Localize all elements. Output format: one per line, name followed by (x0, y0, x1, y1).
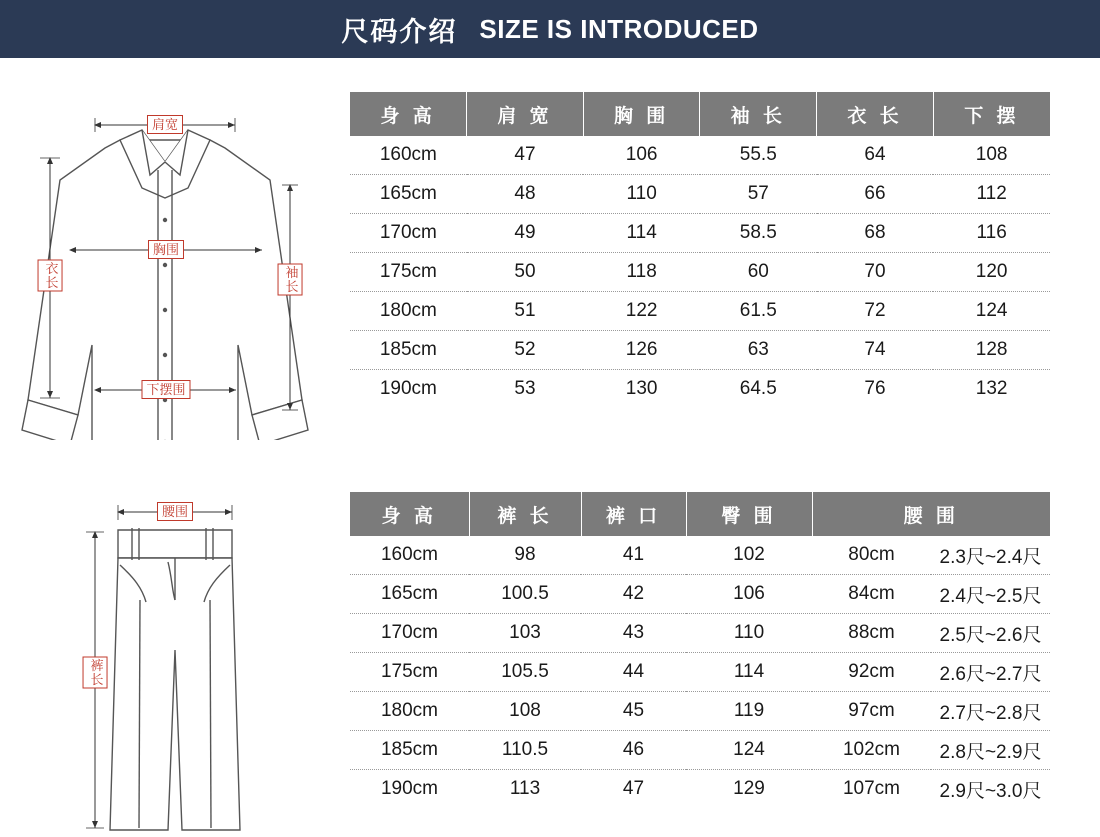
shirt-size-table (350, 92, 1050, 408)
cell: 2.8尺~2.9尺 (931, 731, 1050, 770)
table-row (350, 614, 1050, 653)
column-header-hip: 臀 围 (686, 492, 812, 536)
column-header-pant-length: 裤 长 (469, 492, 581, 536)
cell: 175cm (350, 253, 467, 292)
cell: 119 (686, 692, 812, 731)
waist-label: 腰围 (157, 502, 193, 521)
cell: 107cm (842, 778, 901, 799)
cell: 124 (933, 292, 1050, 331)
cell: 160cm (350, 536, 469, 575)
cell: 64 (817, 136, 934, 175)
table-row (350, 575, 1050, 614)
waist-label-wrap (157, 503, 193, 521)
cell: 124 (686, 731, 812, 770)
cell: 2.9尺~3.0尺 (939, 780, 1042, 802)
shoulder-width-label-wrap (147, 116, 183, 134)
column-header-chest: 胸 围 (583, 92, 700, 136)
chest-label-wrap (148, 241, 184, 259)
cell: 46 (581, 731, 686, 770)
page-title-en: SIZE IS INTRODUCED (479, 13, 759, 44)
cell: 49 (467, 214, 584, 253)
column-header-height: 身 高 (350, 92, 467, 136)
cell: 165cm (350, 175, 467, 214)
cell: 48 (467, 175, 584, 214)
cell: 61.5 (700, 292, 817, 331)
table-row (350, 731, 1050, 770)
cell: 58.5 (700, 214, 817, 253)
cell: 180cm (350, 292, 467, 331)
table-row (350, 253, 1050, 292)
chest-label: 胸围 (148, 240, 184, 259)
cell: 60 (700, 253, 817, 292)
cell: 43 (581, 614, 686, 653)
cell: 129 (733, 778, 765, 799)
cell: 160cm (350, 136, 467, 175)
cell: 113 (509, 778, 541, 799)
pant-length-label-wrap (83, 657, 108, 694)
cell: 66 (817, 175, 934, 214)
cell: 70 (817, 253, 934, 292)
sleeve-length-label-wrap (278, 264, 303, 301)
cell: 110 (686, 614, 812, 653)
column-header-height: 身 高 (350, 492, 469, 536)
shoulder-width-label: 肩宽 (147, 115, 183, 134)
cell: 108 (933, 136, 1050, 175)
page-header (0, 0, 1100, 58)
cell: 92cm (812, 653, 931, 692)
cell: 88cm (812, 614, 931, 653)
column-header-pant-opening: 裤 口 (581, 492, 686, 536)
column-header-sleeve: 袖 长 (700, 92, 817, 136)
cell: 185cm (350, 731, 469, 770)
cell: 72 (817, 292, 934, 331)
cell: 102 (686, 536, 812, 575)
cell: 97cm (812, 692, 931, 731)
cell: 63 (700, 331, 817, 370)
cell: 132 (975, 378, 1008, 399)
cell: 47 (467, 136, 584, 175)
cell: 190cm (379, 378, 437, 399)
cell: 190cm (380, 778, 439, 799)
hem-label: 下摆围 (141, 380, 190, 399)
table-row (350, 136, 1050, 175)
cell: 110.5 (469, 731, 581, 770)
cell: 120 (933, 253, 1050, 292)
cell: 74 (817, 331, 934, 370)
table-row (350, 692, 1050, 731)
cell: 47 (622, 778, 645, 799)
cell: 2.5尺~2.6尺 (931, 614, 1050, 653)
cell: 2.6尺~2.7尺 (931, 653, 1050, 692)
table-row (350, 292, 1050, 331)
table-row (350, 331, 1050, 370)
cell: 2.3尺~2.4尺 (931, 536, 1050, 575)
cell: 44 (581, 653, 686, 692)
column-header-waist: 腰 围 (812, 492, 1050, 536)
pant-length-label: 裤长 (83, 657, 108, 689)
trousers-size-table (350, 492, 1050, 808)
table-row (350, 214, 1050, 253)
cell: 98 (469, 536, 581, 575)
cell: 80cm (812, 536, 931, 575)
cell: 84cm (812, 575, 931, 614)
column-header-length: 衣 长 (817, 92, 934, 136)
cell: 106 (583, 136, 700, 175)
page-title-cn: 尺码介绍 (341, 16, 458, 47)
table-row (350, 770, 1050, 809)
trousers-diagram (0, 470, 350, 837)
cell: 53 (514, 378, 536, 399)
cell: 185cm (350, 331, 467, 370)
shirt-table-area (350, 70, 1090, 440)
cell: 102cm (812, 731, 931, 770)
cell: 170cm (350, 614, 469, 653)
cell: 45 (581, 692, 686, 731)
cell: 130 (625, 378, 658, 399)
table-row (350, 175, 1050, 214)
table-header-row (350, 92, 1050, 136)
cell: 64.5 (739, 378, 777, 399)
table-header-row (350, 492, 1050, 536)
hem-label-wrap (141, 381, 190, 399)
cell: 55.5 (700, 136, 817, 175)
cell: 114 (686, 653, 812, 692)
cell: 100.5 (469, 575, 581, 614)
cell: 50 (467, 253, 584, 292)
column-header-shoulder: 肩 宽 (467, 92, 584, 136)
cell: 128 (933, 331, 1050, 370)
garment-length-label-wrap (38, 260, 63, 297)
cell: 68 (817, 214, 934, 253)
cell: 165cm (350, 575, 469, 614)
cell: 112 (933, 175, 1050, 214)
garment-length-label: 衣长 (38, 260, 63, 292)
cell: 122 (583, 292, 700, 331)
cell: 2.4尺~2.5尺 (931, 575, 1050, 614)
cell: 41 (581, 536, 686, 575)
cell: 106 (686, 575, 812, 614)
cell: 170cm (350, 214, 467, 253)
cell: 2.7尺~2.8尺 (931, 692, 1050, 731)
cell: 118 (583, 253, 700, 292)
cell: 108 (469, 692, 581, 731)
cell: 42 (581, 575, 686, 614)
sleeve-length-label: 袖长 (278, 264, 303, 296)
table-row (350, 653, 1050, 692)
cell: 105.5 (469, 653, 581, 692)
cell: 126 (583, 331, 700, 370)
table-row (350, 536, 1050, 575)
cell: 114 (583, 214, 700, 253)
trousers-table-area (350, 470, 1090, 837)
cell: 57 (700, 175, 817, 214)
cell: 116 (933, 214, 1050, 253)
shirt-section (0, 70, 1100, 440)
cell: 51 (467, 292, 584, 331)
column-header-hem: 下 摆 (933, 92, 1050, 136)
cell: 175cm (350, 653, 469, 692)
cell: 103 (469, 614, 581, 653)
cell: 76 (864, 378, 886, 399)
trousers-section (0, 470, 1100, 837)
cell: 52 (467, 331, 584, 370)
trousers-figure-area (0, 470, 350, 837)
table-row (350, 370, 1050, 409)
cell: 110 (583, 175, 700, 214)
shirt-figure-area (0, 70, 350, 440)
cell: 180cm (350, 692, 469, 731)
